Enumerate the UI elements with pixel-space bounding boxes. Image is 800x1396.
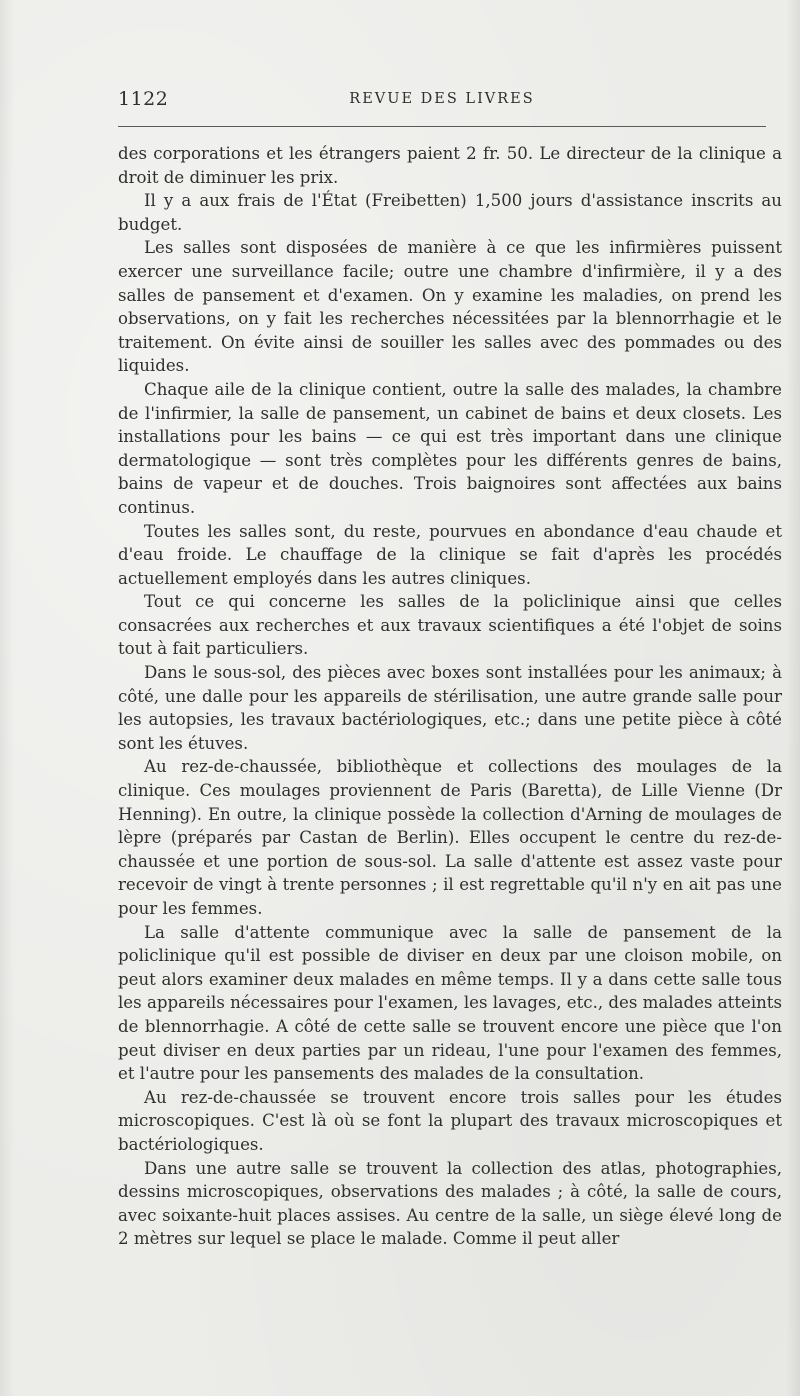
paragraph-continued: des corporations et les étrangers paient 2 fr. 50. Le directeur de la clinique a droit de diminuer les prix. — [118, 144, 782, 187]
paragraph: Toutes les salles sont, du reste, pourvues en abondance d'eau chaude et d'eau froide. Le chauffage de la clinique se fait d'après les procédés actuellement employés dans les autres cliniques. — [118, 521, 782, 588]
paragraph: Au rez-de-chaussée, bibliothèque et collections des moulages de la clinique. Ces moulages proviennent de Paris (Baretta), de Lille Vienne (Dr Henning). En outre, la clinique possède la collection d'Arning de moulages de lèpre (préparés par Castan de Berlin). Elles occupent le centre du rez-de-chaussée et une portion de sous-sol. La salle d'attente est assez vaste pour recevoir de vingt à trente personnes ; il est regrettable qu'il n'y en ait pas une pour les femmes. — [118, 757, 782, 918]
page-edge-shadow-left — [0, 0, 14, 1396]
paragraph: Dans une autre salle se trouvent la collection des atlas, photographies, dessins microscopiques, observations des malades ; à côté, la salle de cours, avec soixante-huit places assises. Au centre de la salle, un siège élevé long de 2 mètres sur lequel se place le malade. Comme il peut aller — [118, 1158, 782, 1249]
running-head — [118, 88, 766, 114]
paragraph: Les salles sont disposées de manière à ce que les infirmières puissent exercer une surveillance facile; outre une chambre d'infirmière, il y a des salles de pansement et d'examen. On y examine les maladies, on prend les observations, on y fait les recherches nécessitées par la blennorrhagie et le traitement. On évite ainsi de souiller les salles avec des pommades ou des liquides. — [118, 238, 782, 376]
page-edge-shadow-right — [786, 0, 800, 1396]
paragraph: Tout ce qui concerne les salles de la policlinique ainsi que celles consacrées aux recherches et aux travaux scientifiques a été l'objet de soins tout à fait particuliers. — [118, 592, 782, 659]
page-number: 1122 — [118, 88, 169, 110]
paragraph: Au rez-de-chaussée se trouvent encore trois salles pour les études microscopiques. C'est là où se font la plupart des travaux microscopiques et bactériologiques. — [118, 1087, 782, 1154]
paragraph: Dans le sous-sol, des pièces avec boxes sont installées pour les animaux; à côté, une dalle pour les appareils de stérilisation, une autre grande salle pour les autopsies, les travaux bactériologiques, etc.; dans une petite pièce à côté sont les étuves. — [118, 663, 782, 753]
paragraph: Il y a aux frais de l'État (Freibetten) 1,500 jours d'assistance inscrits au budget. — [118, 191, 782, 234]
running-title: REVUE DES LIVRES — [349, 91, 535, 107]
paragraph: Chaque aile de la clinique contient, outre la salle des malades, la chambre de l'infirmier, la salle de pansement, un cabinet de bains et deux closets. Les installations pour les bains — ce qui est très important dans une clinique dermatologique — sont très complètes pour les différents genres de bains, bains de vapeur et de douches. Trois baignoires sont affectées aux bains continus. — [118, 379, 782, 517]
body-text — [118, 142, 782, 1251]
paragraph: La salle d'attente communique avec la salle de pansement de la policlinique qu'il est possible de diviser en deux par une cloison mobile, on peut alors examiner deux malades en même temps. Il y a dans cette salle tous les appareils nécessaires pour l'examen, les lavages, etc., des malades atteints de blennorrhagie. A côté de cette salle se trouvent encore une pièce que l'on peut diviser en deux parties par un rideau, l'une pour l'examen des femmes, et l'autre pour les pansements des malades de la consultation. — [118, 922, 782, 1084]
header-rule — [118, 126, 766, 127]
